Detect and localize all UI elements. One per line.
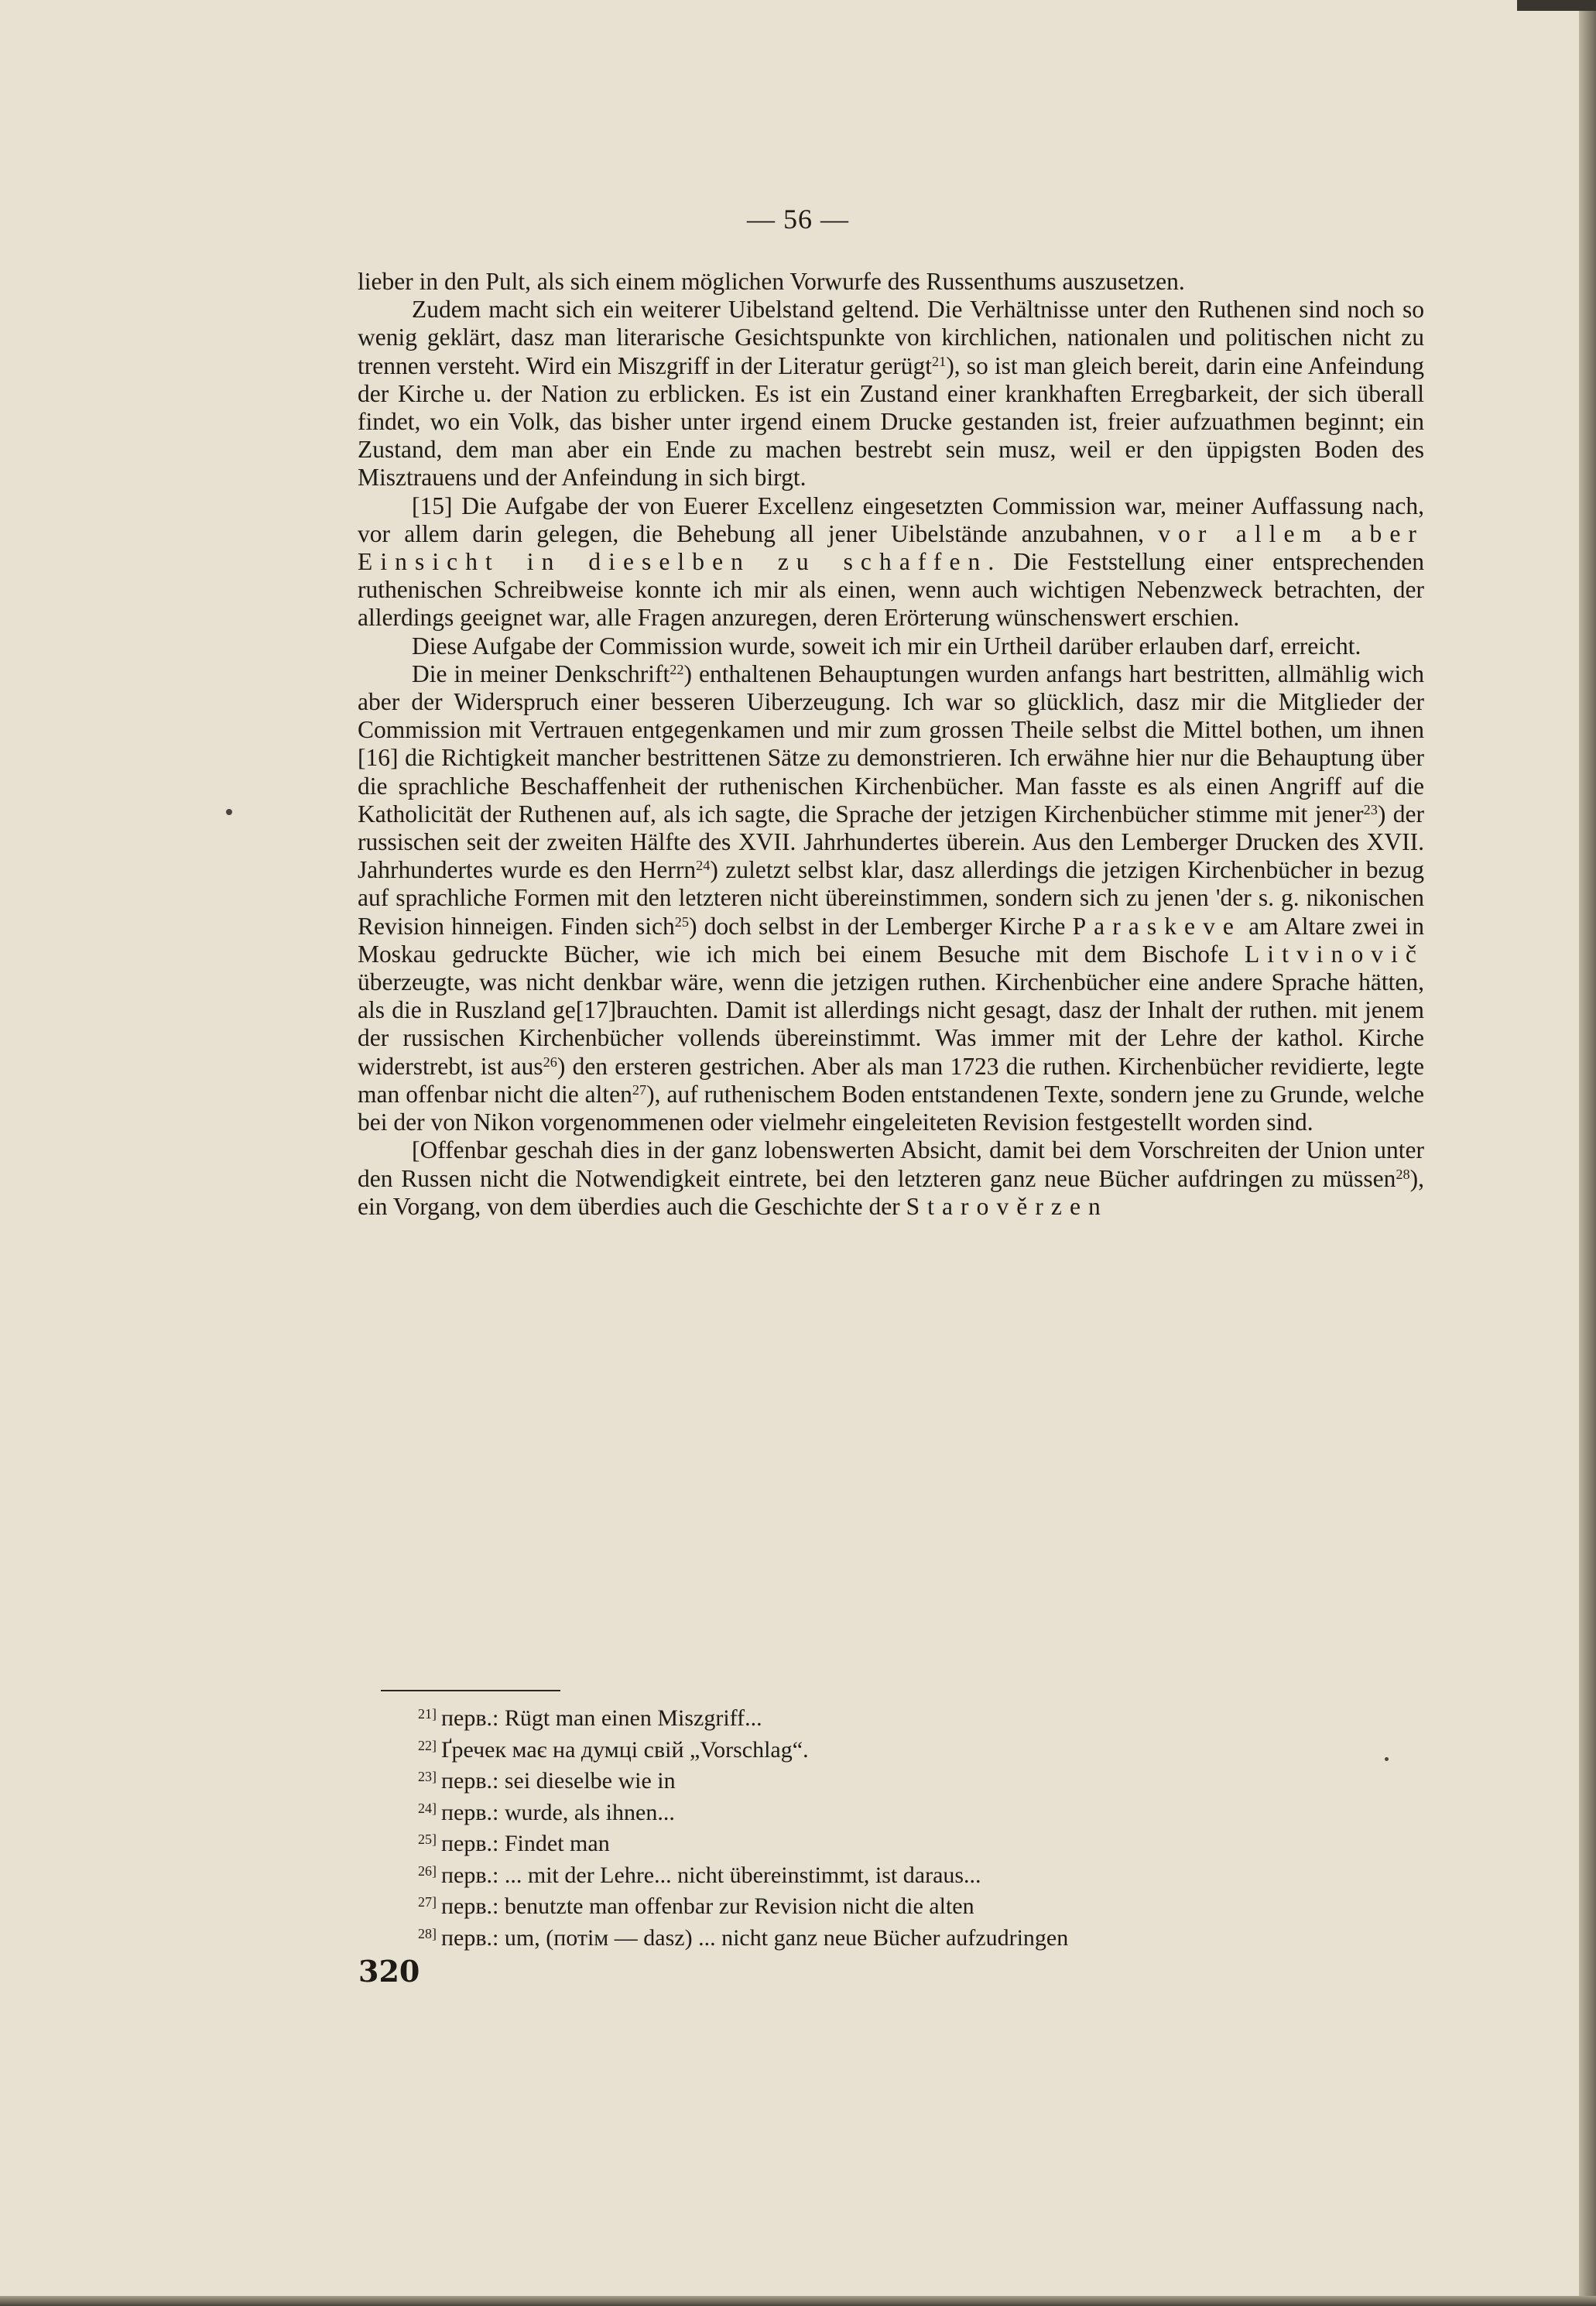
footnote-text: перв.: ... mit der Lehre... nicht übereinstimmt, ist daraus...: [441, 1862, 981, 1888]
text-run: Diese Aufgabe der Commission wurde, soweit ich mir ein Urtheil darüber erlauben darf, erreicht.: [412, 632, 1361, 660]
footnote-ref: 23: [1363, 801, 1378, 817]
text-run: [Offenbar geschah dies in der ganz lobenswerten Absicht, damit bei dem Vorschreiten der Union unter den Russen nicht die Notwendigkeit eintrete, bei den letzteren ganz neue Bücher aufdringen zu müssen: [358, 1136, 1424, 1192]
text-run: ) den ersteren gestrichen. Aber als man 1723 die ruthen. Kirchenbücher revidierte, legte man offenbar nicht die alten: [358, 1052, 1424, 1108]
text-run: . Die Feststellung einer entsprechenden ruthenischen Schreibweise konnte ich mir als einen, wenn auch wichtigen Nebenzweck betrachten, der allerdings geeignet war, alle Fragen anzuregen, deren Erörterung wünschenswert erschien.: [358, 548, 1424, 632]
footnote-mark: 24]: [418, 1800, 437, 1816]
footnote-text: перв.: Findet man: [441, 1831, 610, 1856]
footnote: [396, 1795, 1418, 1827]
footnote-mark: 27]: [418, 1894, 437, 1910]
text-run: ) doch selbst in der Lemberger Kirche: [689, 912, 1073, 940]
footnote-mark: 26]: [418, 1862, 437, 1879]
footnote: [396, 1732, 1418, 1764]
footnote-mark: 23]: [418, 1769, 437, 1784]
footnote-mark: 22]: [418, 1737, 437, 1753]
text-run: ), so ist man gleich bereit, darin eine Anfeindung der Kirche u. der Nation zu erblicken. Es ist ein Zustand einer krankhaften Erregbarkeit, der sich überall findet, wo ein Volk, das bisher unter irgend einem Drucke gestanden ist, freier aufzuathmen beginnt; ein Zustand, dem man aber ein Ende zu machen bestrebt sein musz, weil er den üppigsten Boden des Misztrauens und der Anfeindung in sich birgt.: [358, 351, 1424, 492]
footnote-text: перв.: Rügt man einen Miszgriff...: [441, 1705, 762, 1731]
ink-speck: [226, 809, 232, 815]
footnote-ref: 24: [696, 858, 711, 874]
paragraph: [358, 296, 1424, 492]
footnote-mark: 21]: [418, 1706, 437, 1722]
footnote-separator: [381, 1690, 560, 1691]
footnote: [396, 1889, 1418, 1921]
ink-speck: [1385, 1757, 1389, 1761]
footnote-ref: 26: [543, 1054, 557, 1070]
text-run: ) enthaltenen Behauptungen wurden anfangs hart bestritten, allmählig wich aber der Widerspruch einer besseren Uiberzeugung. Ich war so glücklich, dasz mir die Mitglieder der Commission mit Vertrauen entgegenkamen und mir zum grossen Theile selbst die Mittel bothen, um ihnen [16] die Richtigkeit mancher bestrittenen Sätze zu demonstrieren. Ich erwähne hier nur die Behauptung über die sprachliche Beschaffenheit der ruthenischen Kirchenbücher. Man fasste es als einen Angriff auf die Katholicität der Ruthenen auf, als ich sagte, die Sprache der jetzigen Kirchenbücher stimme mit jener: [358, 660, 1425, 827]
page-edge-top: [1517, 0, 1596, 11]
footnote-text: перв.: um, (потім — dasz) ... nicht ganz neue Bücher aufzudringen: [441, 1924, 1069, 1951]
footnote: [396, 1921, 1418, 1952]
footnote-ref: 25: [674, 913, 690, 930]
footnote-text: перв.: wurde, als ihnen...: [441, 1799, 675, 1825]
text-run: ), ein Vorgang, von dem überdies auch die Geschichte der: [358, 1164, 1424, 1220]
footnote-ref: 28: [1396, 1166, 1410, 1182]
footnote-ref: 22: [670, 661, 684, 677]
footnote-text: перв.: sei dieselbe wie in: [441, 1768, 676, 1794]
text-run: Zudem macht sich ein weiterer Uibelstand geltend. Die Verhältnisse unter den Ruthenen sind noch so wenig geklärt, dasz man literarische Gesichtspunkte von kirchlichen, nationalen und politischen nicht zu trennen versteht. Wird ein Miszgriff in der Literatur gerügt: [358, 296, 1424, 379]
page-number: — 56 —: [747, 204, 849, 235]
text-run: [15] Die Aufgabe der von Euerer Excellenz eingesetzten Commission war, meiner Auffassung nach, vor allem darin gelegen, die Behebung all jener Uibelstände anzubahnen,: [358, 492, 1424, 547]
footnote-ref: 21: [932, 353, 947, 369]
spaced-emphasis: Paraskeve: [1072, 912, 1242, 940]
paragraph: [358, 632, 1424, 660]
text-run: lieber in den Pult, als sich einem möglichen Vorwurfe des Russenthums auszusetzen.: [358, 268, 1185, 295]
footnote: [396, 1701, 1418, 1732]
text-run: Die in meiner Denkschrift: [412, 660, 670, 687]
page-edge-right: [1579, 0, 1596, 2306]
footnotes: [396, 1701, 1418, 1951]
text-run: ) der russischen seit der zweiten Hälfte des XVII. Jahrhundertes überein. Aus den Lemberger Drucken des XVII. Jahrhundertes wurde es den Herrn: [358, 800, 1424, 884]
spaced-emphasis: Litvinovič: [1244, 940, 1424, 968]
footnote-ref: 27: [632, 1081, 647, 1098]
footnote-text: перв.: benutzte man offenbar zur Revision nicht die alten: [441, 1893, 974, 1919]
footnote: [396, 1858, 1418, 1890]
paragraph: [358, 660, 1424, 1136]
text-run: ), auf ruthenischem Boden entstandenen Texte, sondern jene zu Grunde, welche bei der von Nikon vorgenommenen oder vielmehr eingeleiteten Revision festgestellt worden sind.: [358, 1080, 1424, 1136]
body-text: [358, 268, 1424, 1221]
spaced-emphasis: Starověrzen: [906, 1192, 1108, 1220]
footnote-mark: 28]: [418, 1925, 437, 1941]
page-edge-bottom: [0, 2296, 1596, 2306]
text-run: ) zuletzt selbst klar, dasz allerdings die jetzigen Kirchenbücher in bezug auf sprachliche Formen mit den letzteren nicht übereinstimmen, sondern sich zu jenen 'der s. g. nikonischen Revision hinneigen. Finden sich: [358, 856, 1424, 940]
paragraph: [358, 268, 1424, 296]
footnote: [396, 1763, 1418, 1795]
paragraph: [358, 492, 1424, 632]
footnote: [396, 1826, 1418, 1858]
footnote-mark: 25]: [418, 1831, 437, 1847]
footnote-text: Ґречек має на думці свій „Vorschlag“.: [441, 1736, 809, 1763]
text-run: am Altare zwei in Moskau gedruckte Bücher, wie ich mich bei einem Besuche mit dem Bischofe: [358, 912, 1424, 968]
footer-page-number: 320: [358, 1954, 420, 1989]
paragraph: [358, 1136, 1424, 1221]
spaced-emphasis: vor allem aber Einsicht in dieselben zu schaffen: [358, 519, 1424, 576]
text-run: überzeugte, was nicht denkbar wäre, wenn die jetzigen ruthen. Kirchenbücher eine andere Sprache hätten, als die in Ruszland ge[17]brauchten. Damit ist allerdings nicht gesagt, dasz der Inhalt der ruthen. mit jenem der russischen Kirchenbücher vollends übereinstimmt. Was immer mit der Lehre der kathol. Kirche widerstrebt, ist aus: [358, 968, 1424, 1080]
